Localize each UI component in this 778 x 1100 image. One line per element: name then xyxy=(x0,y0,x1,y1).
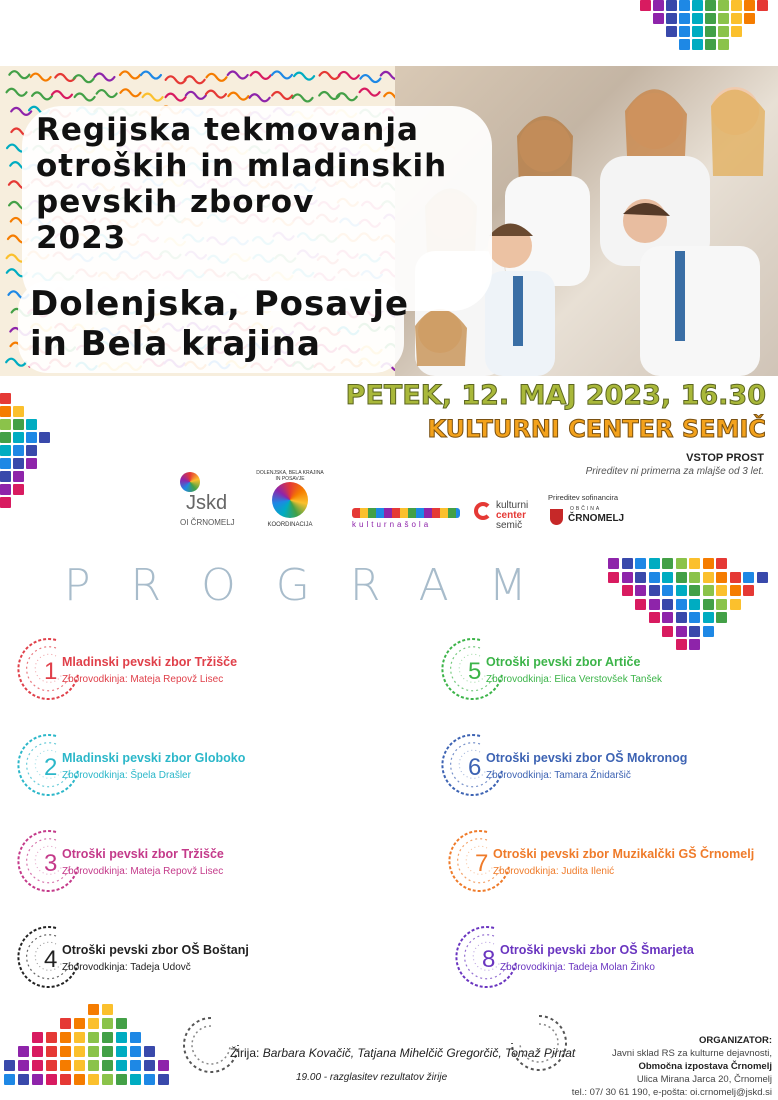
mosaic-square xyxy=(676,612,687,623)
program-item xyxy=(12,922,342,1002)
mosaic-square xyxy=(13,432,24,443)
mosaic-square xyxy=(88,1018,99,1029)
mosaic-square xyxy=(692,26,703,37)
mosaic-square xyxy=(130,1046,141,1057)
mosaic-square xyxy=(744,13,755,24)
choir-name: Mladinski pevski zbor Tržišče xyxy=(62,655,238,669)
mosaic-square xyxy=(718,13,729,24)
mosaic-square xyxy=(158,1060,169,1071)
mosaic-square xyxy=(731,13,742,24)
mosaic-square xyxy=(743,572,754,583)
mosaic-square xyxy=(692,39,703,50)
coat-of-arms-icon xyxy=(550,509,563,525)
organizer-block: ORGANIZATOR: Javni sklad RS za kulturne dejavnosti, Območna izpostava Črnomelj Ulica Mirana Jarca 20, Črnomelj tel.: 07/ 30 61 190, e-pošta: oi.crnomelj@jskd.si xyxy=(571,1035,772,1098)
mosaic-square xyxy=(13,406,24,417)
mosaic-square xyxy=(666,26,677,37)
mosaic-square xyxy=(158,1074,169,1085)
mosaic-square xyxy=(666,13,677,24)
conductor: Zborovodkinja: Judita Ilenić xyxy=(493,866,615,877)
mosaic-square xyxy=(46,1074,57,1085)
mosaic-square xyxy=(116,1074,127,1085)
mosaic-square xyxy=(608,558,619,569)
choir-name: Mladinski pevski zbor Globoko xyxy=(62,751,246,765)
mosaic-square xyxy=(716,585,727,596)
event-title: Regijska tekmovanja otroških in mladinskih pevskih zborov 2023 xyxy=(36,112,448,256)
mosaic-square xyxy=(116,1032,127,1043)
mosaic-square xyxy=(0,406,11,417)
region-title: Dolenjska, Posavje in Bela krajina xyxy=(30,284,410,364)
mosaic-square xyxy=(716,599,727,610)
mosaic-square xyxy=(60,1018,71,1029)
mosaic-square xyxy=(757,572,768,583)
mosaic-square xyxy=(730,599,741,610)
mosaic-square xyxy=(716,612,727,623)
mosaic-bottom-left xyxy=(4,1004,174,1100)
mosaic-square xyxy=(703,612,714,623)
mosaic-square xyxy=(13,419,24,430)
kc-semic-logo: kulturni center semič xyxy=(474,500,544,536)
mosaic-square xyxy=(60,1074,71,1085)
mosaic-square xyxy=(622,558,633,569)
mosaic-square xyxy=(689,599,700,610)
mosaic-square xyxy=(635,572,646,583)
mosaic-square xyxy=(74,1046,85,1057)
mosaic-square xyxy=(679,26,690,37)
mosaic-square xyxy=(88,1060,99,1071)
mosaic-square xyxy=(116,1046,127,1057)
conductor: Zborovodkinja: Špela Drašler xyxy=(62,770,191,781)
mosaic-square xyxy=(649,585,660,596)
mosaic-square xyxy=(679,39,690,50)
mosaic-square xyxy=(731,0,742,11)
program-item xyxy=(436,634,766,714)
mosaic-left xyxy=(0,393,70,523)
mosaic-square xyxy=(689,585,700,596)
mosaic-square xyxy=(18,1060,29,1071)
mosaic-square xyxy=(102,1060,113,1071)
mosaic-square xyxy=(676,585,687,596)
mosaic-square xyxy=(662,572,673,583)
mosaic-square xyxy=(26,432,37,443)
age-note: Prireditev ni primerna za mlajše od 3 let. xyxy=(585,466,764,477)
mosaic-square xyxy=(144,1060,155,1071)
mosaic-square xyxy=(13,445,24,456)
people-icon xyxy=(352,508,460,518)
mosaic-square xyxy=(46,1060,57,1071)
program-number: 2 xyxy=(44,754,58,781)
mosaic-square xyxy=(705,0,716,11)
mosaic-square xyxy=(88,1046,99,1057)
mosaic-square xyxy=(676,572,687,583)
results-announcement: 19.00 - razglasitev rezultatov žirije xyxy=(296,1072,448,1083)
mosaic-square xyxy=(26,419,37,430)
mosaic-square xyxy=(649,572,660,583)
mosaic-square xyxy=(662,585,673,596)
mosaic-square xyxy=(622,572,633,583)
mosaic-square xyxy=(662,558,673,569)
mosaic-square xyxy=(0,393,11,404)
mosaic-square xyxy=(635,599,646,610)
mosaic-square xyxy=(635,585,646,596)
mosaic-square xyxy=(88,1074,99,1085)
mosaic-square xyxy=(757,0,768,11)
mosaic-square xyxy=(705,13,716,24)
mosaic-square xyxy=(144,1074,155,1085)
mosaic-square xyxy=(692,13,703,24)
mosaic-square xyxy=(102,1074,113,1085)
program-number: 1 xyxy=(44,658,58,685)
mosaic-square xyxy=(18,1074,29,1085)
mosaic-square xyxy=(4,1060,15,1071)
mosaic-square xyxy=(649,599,660,610)
mosaic-square xyxy=(130,1060,141,1071)
mosaic-square xyxy=(653,13,664,24)
event-date: PETEK, 12. MAJ 2023, 16.30 xyxy=(345,380,766,411)
mosaic-square xyxy=(0,497,11,508)
mosaic-square xyxy=(32,1032,43,1043)
mosaic-square xyxy=(32,1046,43,1057)
choir-name: Otroški pevski zbor Muzikalčki GŠ Črnomelj xyxy=(493,847,755,861)
mosaic-square xyxy=(689,612,700,623)
program-number: 5 xyxy=(468,658,482,685)
mosaic-square xyxy=(0,484,11,495)
music-swirl-icon xyxy=(506,1010,572,1076)
mosaic-square xyxy=(102,1046,113,1057)
mosaic-square xyxy=(130,1032,141,1043)
program-number: 4 xyxy=(44,946,58,973)
mosaic-square xyxy=(718,39,729,50)
mosaic-square xyxy=(13,484,24,495)
mosaic-square xyxy=(662,612,673,623)
program-item xyxy=(450,922,778,1002)
jskd-mark-icon xyxy=(180,472,200,492)
free-entry: VSTOP PROST xyxy=(686,452,764,464)
mosaic-square xyxy=(74,1060,85,1071)
kc-c-icon xyxy=(474,502,492,520)
mosaic-square xyxy=(662,599,673,610)
mosaic-square xyxy=(74,1032,85,1043)
mosaic-square xyxy=(692,0,703,11)
mosaic-square xyxy=(4,1074,15,1085)
program-number: 7 xyxy=(475,850,489,877)
mosaic-square xyxy=(26,445,37,456)
mosaic-square xyxy=(116,1018,127,1029)
mosaic-square xyxy=(0,471,11,482)
mosaic-square xyxy=(666,0,677,11)
koordinacija-logo: DOLENJSKA, BELA KRAJINA IN POSAVJE KOORDINACIJA xyxy=(256,470,324,528)
mosaic-square xyxy=(744,0,755,11)
music-swirl-icon xyxy=(178,1012,244,1078)
program-item xyxy=(436,730,766,810)
mosaic-square xyxy=(676,558,687,569)
mosaic-square xyxy=(102,1032,113,1043)
mosaic-square xyxy=(130,1074,141,1085)
mosaic-square xyxy=(689,572,700,583)
mosaic-square xyxy=(705,26,716,37)
mosaic-square xyxy=(0,458,11,469)
mosaic-square xyxy=(39,432,50,443)
mosaic-square xyxy=(705,39,716,50)
mosaic-square xyxy=(32,1074,43,1085)
mosaic-square xyxy=(731,26,742,37)
choir-name: Otroški pevski zbor OŠ Šmarjeta xyxy=(500,943,694,957)
mosaic-square xyxy=(60,1032,71,1043)
mosaic-square xyxy=(13,458,24,469)
mosaic-square xyxy=(74,1018,85,1029)
choir-name: Otroški pevski zbor OŠ Boštanj xyxy=(62,943,249,957)
mosaic-square xyxy=(32,1060,43,1071)
mosaic-square xyxy=(144,1046,155,1057)
mosaic-square xyxy=(649,612,660,623)
mosaic-square xyxy=(102,1004,113,1015)
mosaic-square xyxy=(102,1018,113,1029)
obcina-logo: Prireditev sofinancira OBČINA ČRNOMELJ xyxy=(548,493,625,524)
program-item xyxy=(443,826,773,906)
mosaic-square xyxy=(74,1074,85,1085)
choir-name: Otroški pevski zbor Tržišče xyxy=(62,847,224,861)
program-heading: PROGRAM xyxy=(64,560,567,611)
event-venue: KULTURNI CENTER SEMIČ xyxy=(427,415,766,443)
mosaic-square xyxy=(649,558,660,569)
mosaic-square xyxy=(0,445,11,456)
mosaic-square xyxy=(18,1046,29,1057)
mosaic-top-right xyxy=(640,0,770,60)
mosaic-square xyxy=(730,572,741,583)
mosaic-square xyxy=(679,0,690,11)
program-number: 6 xyxy=(468,754,482,781)
mosaic-square xyxy=(88,1032,99,1043)
mosaic-square xyxy=(60,1060,71,1071)
mosaic-square xyxy=(622,585,633,596)
mosaic-square xyxy=(703,558,714,569)
program-item xyxy=(12,634,342,714)
mosaic-square xyxy=(116,1060,127,1071)
mosaic-square xyxy=(743,585,754,596)
hero-banner xyxy=(0,66,778,376)
koordinacija-mark-icon xyxy=(272,482,308,518)
mosaic-square xyxy=(703,572,714,583)
mosaic-square xyxy=(730,585,741,596)
mosaic-square xyxy=(718,0,729,11)
jskd-logo: Jskd OI ČRNOMELJ xyxy=(178,470,240,530)
mosaic-square xyxy=(0,419,11,430)
kulturna-sola-logo: kulturnašola xyxy=(352,508,462,534)
mosaic-square xyxy=(703,585,714,596)
conductor: Zborovodkinja: Tadeja Udovč xyxy=(62,962,191,973)
conductor: Zborovodkinja: Mateja Repovž Lisec xyxy=(62,866,224,877)
jury-line: Žirija: Barbara Kovačič, Tatjana Mihelčič Gregorčič, Tomaž Pirnat xyxy=(230,1046,576,1060)
conductor: Zborovodkinja: Tadeja Molan Žinko xyxy=(500,962,655,973)
choir-name: Otroški pevski zbor OŠ Mokronog xyxy=(486,751,688,765)
mosaic-square xyxy=(676,599,687,610)
choir-name: Otroški pevski zbor Artiče xyxy=(486,655,641,669)
mosaic-square xyxy=(640,0,651,11)
mosaic-square xyxy=(60,1046,71,1057)
mosaic-square xyxy=(88,1004,99,1015)
program-number: 8 xyxy=(482,946,496,973)
mosaic-square xyxy=(26,458,37,469)
jury-members: Barbara Kovačič, Tatjana Mihelčič Gregorčič, Tomaž Pirnat xyxy=(262,1046,576,1060)
program-item xyxy=(12,730,342,810)
mosaic-square xyxy=(679,13,690,24)
mosaic-square xyxy=(716,572,727,583)
mosaic-square xyxy=(635,558,646,569)
mosaic-square xyxy=(13,471,24,482)
conductor: Zborovodkinja: Elica Verstovšek Tanšek xyxy=(486,674,663,685)
conductor: Zborovodkinja: Mateja Repovž Lisec xyxy=(62,674,224,685)
conductor: Zborovodkinja: Tamara Žnidaršič xyxy=(486,770,631,781)
mosaic-square xyxy=(0,432,11,443)
mosaic-square xyxy=(653,0,664,11)
mosaic-square xyxy=(46,1032,57,1043)
mosaic-square xyxy=(689,558,700,569)
mosaic-square xyxy=(703,599,714,610)
mosaic-square xyxy=(608,572,619,583)
mosaic-square xyxy=(46,1046,57,1057)
mosaic-square xyxy=(718,26,729,37)
program-item xyxy=(12,826,342,906)
program-number: 3 xyxy=(44,850,58,877)
mosaic-square xyxy=(716,558,727,569)
